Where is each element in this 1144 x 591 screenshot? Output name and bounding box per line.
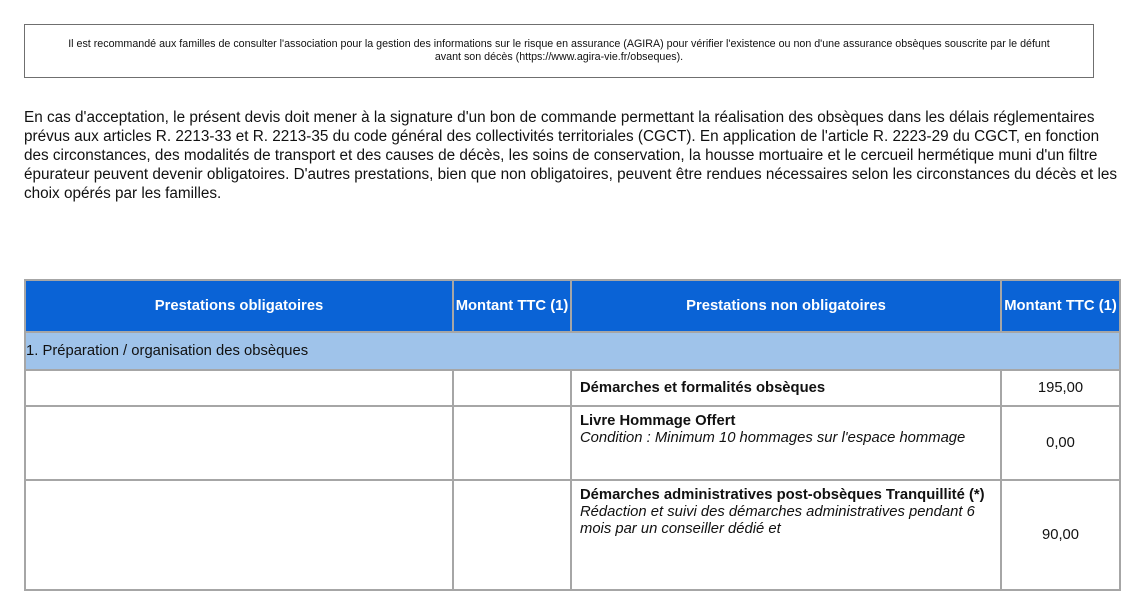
section-row [25, 332, 1120, 370]
service-note: Rédaction et suivi des démarches administratives pendant 6 mois par un conseiller dédié et [580, 504, 975, 537]
header-amount-optional: Montant TTC (1) [1001, 280, 1120, 332]
optional-amount-cell: 0,00 [1001, 406, 1120, 480]
service-title: Livre Hommage Offert [580, 413, 736, 429]
service-note: Condition : Minimum 10 hommages sur l'espace hommage [580, 430, 966, 446]
agira-notice-text: Il est recommandé aux familles de consulter l'association pour la gestion des informations sur le risque en assurance (AGIRA) pour vérifier l'existence ou non d'une assurance obsèques souscrite par le défunt avant son décès (https://www.agira-vie.fr/obseques). [68, 38, 1050, 63]
service-title: Démarches et formalités obsèques [580, 379, 826, 396]
table-row [25, 370, 1120, 406]
header-amount-mandatory: Montant TTC (1) [453, 280, 571, 332]
service-title: Démarches administratives post-obsèques Tranquillité (*) [580, 487, 985, 503]
section-title: 1. Préparation / organisation des obsèques [25, 332, 1120, 370]
optional-amount-cell: 90,00 [1001, 480, 1120, 590]
agira-notice-box [24, 24, 1094, 78]
intro-paragraph: En cas d'acceptation, le présent devis doit mener à la signature d'un bon de commande permettant la réalisation des obsèques dans les délais réglementaires prévus aux articles R. 2213-33 et R. 2213-35 du code général des collectivités territoriales (CGCT). En application de l'article R. 2223-29 du CGCT, en fonction des circonstances, des modalités de transport et des causes de décès, les soins de conservation, la housse mortuaire et le cercueil hermétique muni d'un filtre épurateur peuvent devenir obligatoires. D'autres prestations, bien que non obligatoires, peuvent être rendues nécessaires selon les circonstances du décès et les choix opérés par les familles. [24, 109, 1118, 202]
optional-service-cell [571, 406, 1001, 480]
table-row [25, 406, 1120, 480]
mandatory-amount-cell [453, 480, 571, 590]
table-row [25, 480, 1120, 590]
mandatory-service-cell [25, 370, 453, 406]
mandatory-service-cell [25, 406, 453, 480]
header-optional-services: Prestations non obligatoires [571, 280, 1001, 332]
optional-service-cell [571, 480, 1001, 590]
optional-amount-cell: 195,00 [1001, 370, 1120, 406]
mandatory-service-cell [25, 480, 453, 590]
header-mandatory-services: Prestations obligatoires [25, 280, 453, 332]
mandatory-amount-cell [453, 406, 571, 480]
mandatory-amount-cell [453, 370, 571, 406]
table-header-row [25, 280, 1120, 332]
services-table [24, 279, 1121, 591]
optional-service-cell [571, 370, 1001, 406]
